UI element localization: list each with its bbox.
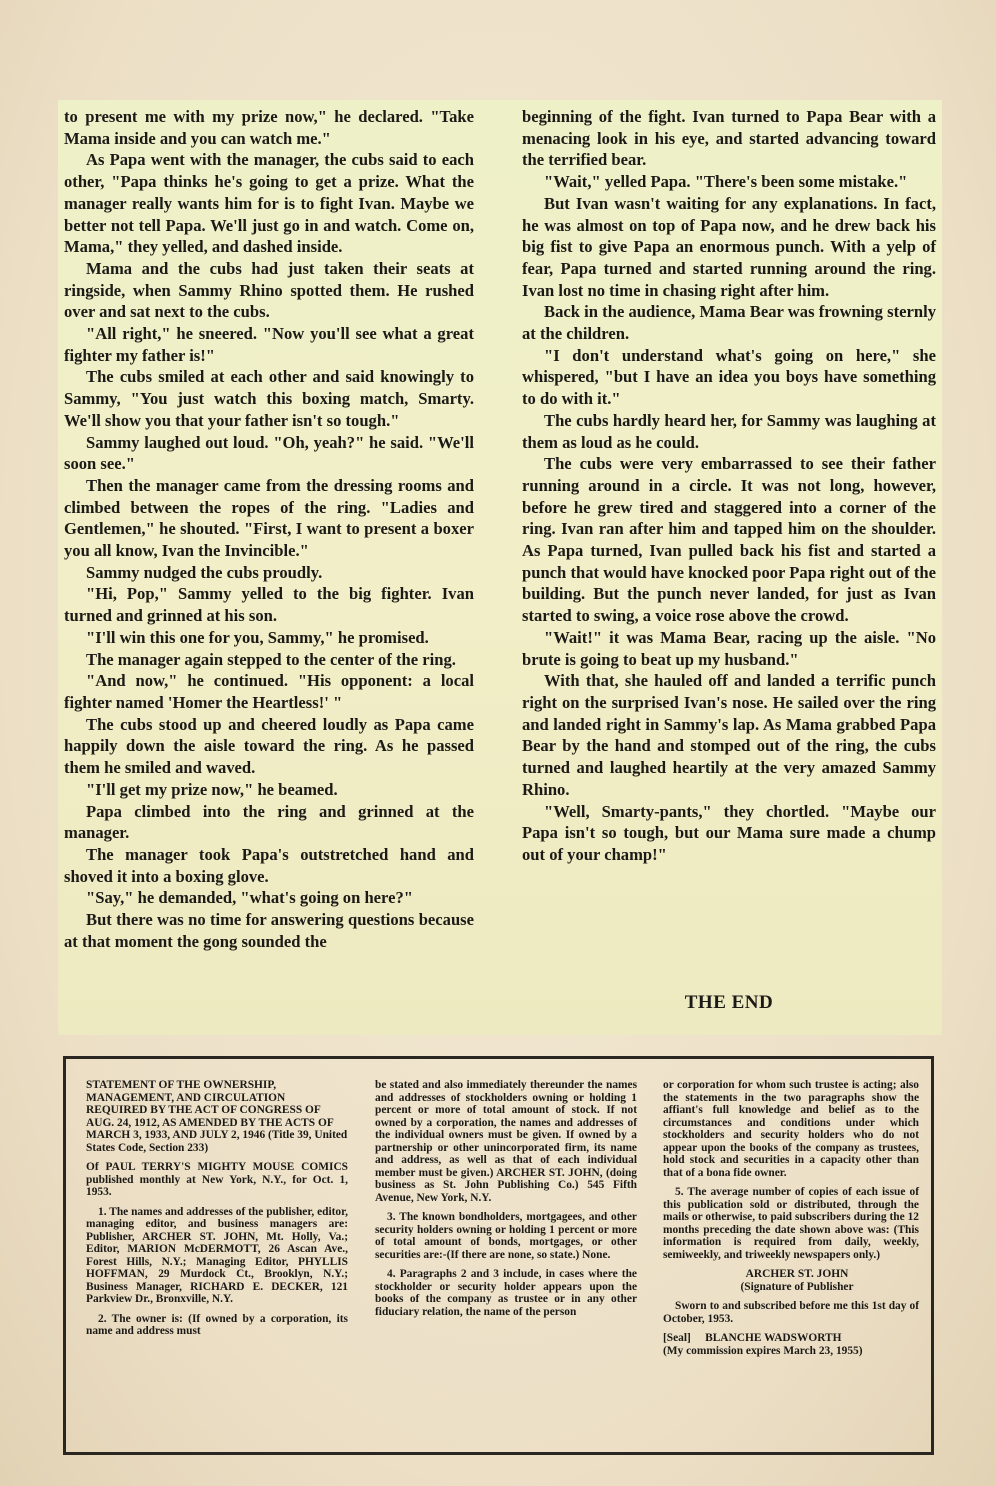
- notary-line: [663, 1332, 919, 1345]
- story-paragraph: The cubs smiled at each other and said knowingly to Sammy, "You just watch this boxing match, Smarty. We'll show you that your father isn't so tough.": [64, 367, 474, 430]
- story-right-column: [522, 106, 936, 866]
- story-paragraph: The cubs were very embarrassed to see their father running around in a circle. It was not long, however, before he grew tired and staggered into a corner of the ring. Ivan ran after him and tapped him on the shoulder. As Papa turned, Ivan pulled back his fist and started a punch that would have knocked poor Papa right out of the building. But the punch never landed, for just as Ivan started to swing, a voice rose above the crowd.: [522, 454, 936, 626]
- story-paragraph: "I'll win this one for you, Sammy," he promised.: [86, 627, 429, 647]
- story-paragraph: "Say," he demanded, "what's going on here?": [86, 888, 413, 908]
- story-panel: [58, 100, 942, 1035]
- story-paragraph: "Well, Smarty-pants," they chortled. "Maybe our Papa isn't so tough, but our Mama sure made a chump out of your champ!": [522, 801, 936, 864]
- story-paragraph: With that, she hauled off and landed a terrific punch right on the surprised Ivan's nose. He sailed over the ring and landed right in Sammy's lap. As Mama grabbed Papa Bear by the hand and stomped out of the ring, the cubs turned and laughed heartily at the very amazed Sammy Rhino.: [522, 671, 936, 799]
- story-paragraph: "Wait!" it was Mama Bear, racing up the aisle. "No brute is going to beat up my husband.": [522, 627, 936, 669]
- signer-name: ARCHER ST. JOHN: [745, 1268, 849, 1280]
- story-paragraph: Back in the audience, Mama Bear was frowning sternly at the children.: [522, 302, 936, 344]
- story-paragraph: Then the manager came from the dressing rooms and climbed between the ropes of the ring. "Ladies and Gentlemen," he shouted. "First, I want to present a boxer you all know, Ivan the Invincible.": [64, 475, 474, 561]
- story-paragraph: "Wait," yelled Papa. "There's been some mistake.": [544, 172, 908, 192]
- statement-column-1: [86, 1079, 348, 1345]
- story-paragraph: As Papa went with the manager, the cubs said to each other, "Papa thinks he's going to get a prize. What the manager really wants him for is to fight Ivan. Maybe we better not tell Papa. We'll just go in and watch. Come on, Mama," they yelled, and dashed inside.: [64, 150, 474, 257]
- statement-item-5: 5. The average number of copies of each issue of this publication sold or distributed, through the mails or otherwise, to paid subscribers during the 12 months preceding the date shown above was: (This information is required from daily, weekly, semiweekly, and triweekly newspapers only.): [663, 1186, 919, 1261]
- story-paragraph: to present me with my prize now," he declared. "Take Mama inside and you can watch me.": [64, 107, 474, 148]
- story-paragraph: The cubs hardly heard her, for Sammy was laughing at them as loud as he could.: [522, 410, 936, 452]
- story-paragraph: "All right," he sneered. "Now you'll see what a great fighter my father is!": [64, 324, 474, 365]
- seal-label: [Seal]: [663, 1332, 691, 1344]
- commission-expiry: (My commission expires March 23, 1955): [663, 1344, 863, 1357]
- statement-item-2: 2. The owner is: (If owned by a corporation, its name and address must: [86, 1312, 348, 1337]
- statement-item-3: 3. The known bondholders, mortgagees, and other security holders owning or holding 1 percent or more of total amount of bonds, mortgages, or other securities are:-(If there are none, so state.) None.: [375, 1211, 637, 1261]
- story-paragraph: The cubs stood up and cheered loudly as Papa came happily down the aisle toward the ring. As he passed them he smiled and waved.: [64, 714, 474, 778]
- story-paragraph: "I don't understand what's going on here," she whispered, "but I have an idea you boys have something to do with it.": [522, 345, 936, 409]
- story-paragraph: But there was no time for answering questions because at that moment the gong sounded the: [64, 910, 474, 951]
- story-paragraph: "And now," he continued. "His opponent: a local fighter named 'Homer the Heartless!' ": [64, 671, 474, 712]
- story-paragraph: "I'll get my prize now," he beamed.: [86, 779, 338, 799]
- statement-item-4-continued: or corporation for whom such trustee is acting; also the statements in the two paragraphs show the affiant's full knowledge and belief as to the circumstances and conditions under which stockholders and security holders who do not appear upon the books of the company as trustees, hold stock and securities in a capacity other than that of a bona fide owner.: [663, 1079, 919, 1179]
- statement-heading: STATEMENT OF THE OWNERSHIP, MANAGEMENT, AND CIRCULATION REQUIRED BY THE ACT OF CONGRESS OF AUG. 24, 1912, AS AMENDED BY THE ACTS OF MARCH 3, 1933, AND JULY 2, 1946 (Title 39, United States Code, Section 233): [86, 1079, 348, 1154]
- story-paragraph: Sammy laughed out loud. "Oh, yeah?" he said. "We'll soon see.": [64, 432, 474, 474]
- statement-column-2: [375, 1079, 637, 1325]
- statement-column-3: [663, 1079, 919, 1364]
- story-paragraph: "Hi, Pop," Sammy yelled to the big fighter. Ivan turned and grinned at his son.: [64, 584, 474, 626]
- signer-title: (Signature of Publisher: [740, 1280, 854, 1293]
- story-paragraph: Papa climbed into the ring and grinned at the manager.: [64, 801, 474, 843]
- statement-item-1: 1. The names and addresses of the publisher, editor, managing editor, and business managers are: Publisher, ARCHER ST. JOHN, Mt. Holly, Va.; Editor, MARION McDERMOTT, 26 Ascan Ave., Forest Hills, N.Y.; Managing Editor, PHYLLIS HOFFMAN, 29 Murdock Ct., Brooklyn, N.Y.; Business Manager, RICHARD E. DECKER, 121 Parkview Dr., Bronxville, N.Y.: [86, 1205, 348, 1305]
- story-paragraph: But Ivan wasn't waiting for any explanations. In fact, he was almost on top of Papa now, and he drew back his big fist to give Papa an enormous punch. With a yelp of fear, Papa turned and started running around the ring. Ivan lost no time in chasing right after him.: [522, 193, 936, 300]
- story-paragraph: Sammy nudged the cubs proudly.: [86, 562, 323, 582]
- statement-publication: Of PAUL TERRY'S MIGHTY MOUSE COMICS published monthly at New York, N.Y., for Oct. 1, 1953.: [86, 1161, 348, 1198]
- story-paragraph: Mama and the cubs had just taken their seats at ringside, when Sammy Rhino spotted them. He rushed over and sat next to the cubs.: [64, 258, 474, 322]
- notary-name: BLANCHE WADSWORTH: [705, 1332, 842, 1344]
- story-left-column: [64, 106, 474, 952]
- the-end-label: THE END: [684, 992, 774, 1013]
- sworn-statement: Sworn to and subscribed before me this 1st day of October, 1953.: [663, 1300, 919, 1325]
- story-paragraph: beginning of the fight. Ivan turned to Papa Bear with a menacing look in his eye, and started advancing toward the terrified bear.: [522, 107, 936, 170]
- ownership-statement-box: [63, 1056, 934, 1455]
- story-paragraph: The manager took Papa's outstretched hand and shoved it into a boxing glove.: [64, 844, 474, 886]
- statement-item-4: 4. Paragraphs 2 and 3 include, in cases where the stockholder or security holder appears upon the books of the company as trustee or in any other fiduciary relation, the name of the person: [375, 1268, 637, 1318]
- statement-item-2-continued: be stated and also immediately thereunder the names and addresses of stockholders owning or holding 1 percent or more of total amount of stock. If not owned by a corporation, the names and addresses of the individual owners must be given. If owned by a partnership or other unincorporated firm, its name and address, as well as that of each individual member must be given.) ARCHER ST. JOHN, (doing business as St. John Publishing Co.) 545 Fifth Avenue, New York, N.Y.: [375, 1079, 637, 1204]
- publisher-signature: [663, 1268, 919, 1293]
- story-paragraph: The manager again stepped to the center of the ring.: [86, 649, 456, 669]
